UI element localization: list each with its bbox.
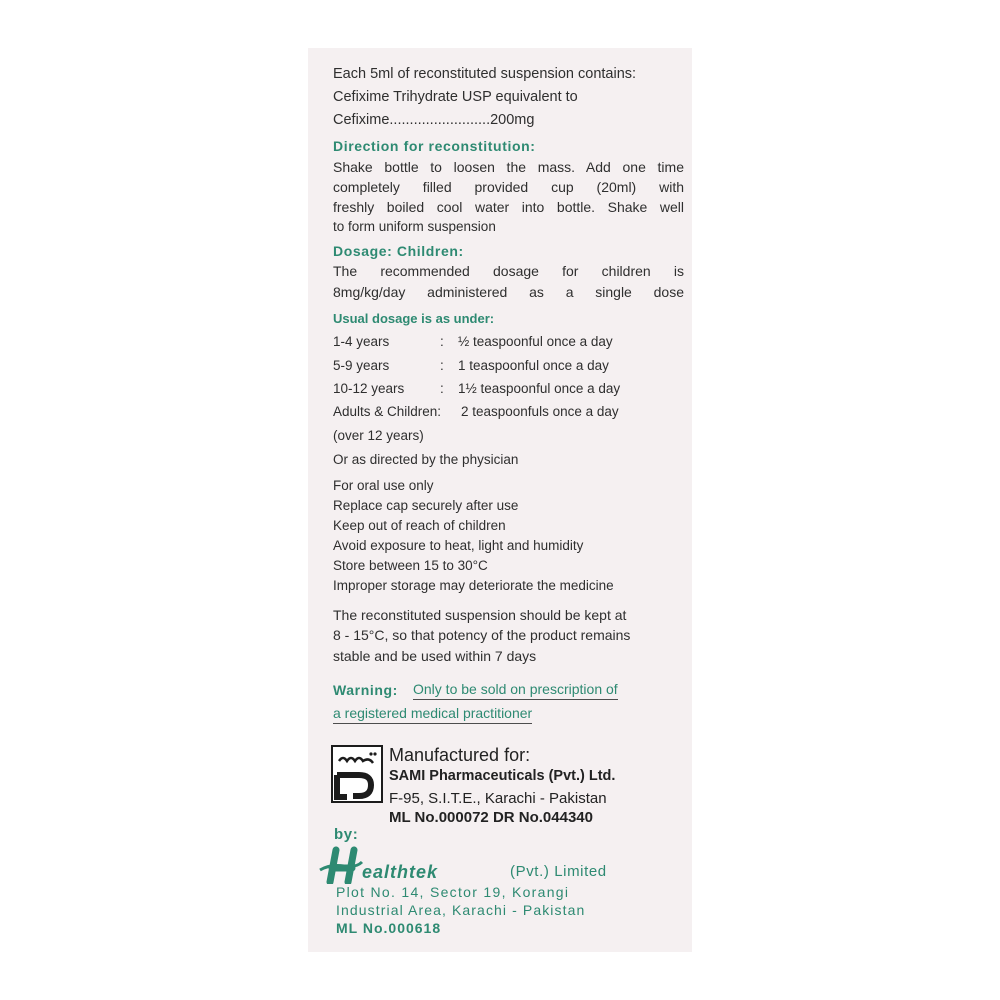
- dosage-line-1: The recommended dosage for children is: [333, 263, 684, 279]
- sami-license: ML No.000072 DR No.044340: [389, 809, 593, 826]
- physician-note: Or as directed by the physician: [333, 452, 519, 467]
- instruction-line: For oral use only: [333, 478, 434, 493]
- reconstitution-line-1: Shake bottle to loosen the mass. Add one time: [333, 159, 684, 175]
- healthtek-brand: ealthtek: [362, 862, 439, 882]
- warning-label: Warning:: [333, 682, 398, 698]
- healthtek-address-1: Plot No. 14, Sector 19, Korangi: [336, 884, 570, 900]
- dosage-separator: :: [440, 358, 444, 373]
- dosage-age: Adults & Children:: [333, 404, 442, 419]
- healthtek-address-2: Industrial Area, Karachi - Pakistan: [336, 902, 586, 918]
- dosage-note: (over 12 years): [333, 428, 424, 443]
- sami-company-name: SAMI Pharmaceuticals (Pvt.) Ltd.: [389, 768, 616, 784]
- instruction-line: Avoid exposure to heat, light and humidity: [333, 538, 584, 553]
- dosage-line-2: 8mg/kg/day administered as a single dose: [333, 284, 684, 300]
- warning-line-2: a registered medical practitioner: [333, 704, 532, 724]
- storage-note-line: 8 - 15°C, so that potency of the product remains: [333, 627, 631, 643]
- reconstitution-line-3: freshly boiled cool water into bottle. Shake well: [333, 199, 684, 215]
- healthtek-suffix: (Pvt.) Limited: [510, 863, 607, 880]
- by-label: by:: [334, 826, 359, 843]
- dosage-age: 1-4 years: [333, 334, 390, 349]
- dosage-amount: 1½ teaspoonful once a day: [458, 381, 621, 396]
- healthtek-logo-icon: [318, 846, 364, 884]
- instruction-line: Keep out of reach of children: [333, 518, 506, 533]
- composition-line-1: Each 5ml of reconstituted suspension contains:: [333, 66, 637, 82]
- storage-note-line: stable and be used within 7 days: [333, 648, 537, 664]
- warning-line-1: Only to be sold on prescription of: [413, 680, 618, 700]
- instruction-line: Improper storage may deteriorate the medicine: [333, 578, 614, 593]
- dosage-amount: 2 teaspoonfuls once a day: [461, 404, 619, 419]
- dosage-amount: 1 teaspoonful once a day: [458, 358, 609, 373]
- dosage-separator: :: [440, 381, 444, 396]
- sami-address: F-95, S.I.T.E., Karachi - Pakistan: [389, 790, 607, 807]
- reconstitution-line-4: to form uniform suspension: [333, 219, 496, 234]
- healthtek-license: ML No.000618: [336, 920, 442, 936]
- dosage-heading: Dosage: Children:: [333, 243, 464, 259]
- reconstitution-heading: Direction for reconstitution:: [333, 138, 536, 154]
- usual-dosage-heading: Usual dosage is as under:: [333, 311, 495, 326]
- instruction-line: Store between 15 to 30°C: [333, 558, 488, 573]
- composition-line-3: Cefixime.........................200mg: [333, 112, 535, 128]
- sami-logo-icon: [331, 745, 383, 803]
- composition-line-2: Cefixime Trihydrate USP equivalent to: [333, 89, 578, 105]
- dosage-age: 5-9 years: [333, 358, 390, 373]
- dosage-separator: :: [440, 334, 444, 349]
- reconstitution-line-2: completely filled provided cup (20ml) with: [333, 179, 684, 195]
- manufactured-for-label: Manufactured for:: [389, 745, 531, 765]
- dosage-age: 10-12 years: [333, 381, 405, 396]
- dosage-amount: ½ teaspoonful once a day: [458, 334, 613, 349]
- instruction-line: Replace cap securely after use: [333, 498, 519, 513]
- storage-note-line: The reconstituted suspension should be kept at: [333, 607, 627, 623]
